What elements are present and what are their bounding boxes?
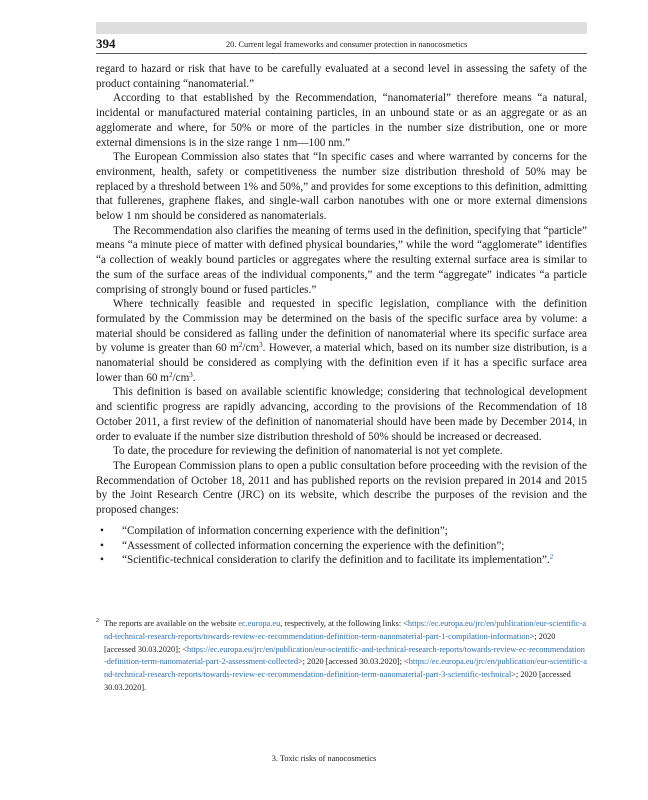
- paragraph-continuation: regard to hazard or risk that have to be carefully evaluated at a second level in assessing the safety of the product containing “nanomaterial.”: [96, 63, 587, 90]
- paragraph-review-status: To date, the procedure for reviewing the definition of nanomaterial is not yet complete.: [113, 445, 503, 458]
- surface-area-text-3: . However, a material which, based on its number size distribution, is a nanomaterial should be considered as complying with the definition even if it has a specific surface area lower than 60 m: [96, 342, 587, 384]
- footnote-link-part1[interactable]: https://ec.europa.eu/jrc/en/publication/eur-scientific-and-technical-research-reports/towards-review-ec-recommendation-definition-term-nanomaterial-part-1-compilation-information: [104, 619, 587, 641]
- list-item: [96, 553, 587, 568]
- footnote: [96, 618, 587, 695]
- paragraph-public-consultation: The European Commission plans to open a public consultation before proceeding with the revision of the Recommendation of October 18, 2011 and has published reports on the revision prepared in 2014 and 2015 by the Joint Research Centre (JRC) on its website, which describe the purposes of the revision and the proposed changes:: [96, 459, 587, 517]
- bullet-list: [96, 524, 587, 568]
- footnote-text: , respectively, at the following links: <: [280, 619, 408, 628]
- footnote-number: 2: [96, 618, 99, 624]
- surface-area-text-5: .: [192, 371, 196, 384]
- list-item-text: “Assessment of collected information concerning the experience with the definition”;: [122, 539, 505, 552]
- footnote-link-part3[interactable]: https://ec.europa.eu/jrc/en/publication/eur-scientific-and-technical-research-reports/towards-review-ec-recommendation-definition-term-nanomaterial-part-3-scientific-technical: [104, 657, 587, 680]
- footnote-text: The reports are available on the website: [104, 619, 239, 628]
- footnote-link-part2[interactable]: https://ec.europa.eu/jrc/en/publication/eur-scientific-and-technical-research-reports/towards-review-ec-recommendation-definition-term-nanomaterial-part-2-assessment-collected: [104, 644, 585, 667]
- surface-area-text-2: /cm: [242, 342, 260, 355]
- superscript: 2: [169, 370, 173, 379]
- footer-section-title: 3. Toxic risks of nanocosmetics: [271, 754, 377, 763]
- surface-area-text-4: /cm: [172, 371, 190, 384]
- footnote-text: >; 2020 [accessed 30.03.2020]; <: [297, 657, 409, 667]
- body-text: [96, 62, 587, 568]
- superscript: 3: [189, 370, 193, 379]
- paragraph-term-meanings: The Recommendation also clarifies the meaning of terms used in the definition, specifying that “particle” means “a minute piece of matter with defined physical boundaries,” while the word “agglomerate” identifies “a collection of weakly bound particles or aggregates where the resulting external surface area is similar to the sum of the surface areas of the individual components,” and the term “aggregate” indicates “a particle comprising of strongly bound or fused particles.”: [96, 224, 587, 296]
- running-head: 20. Current legal frameworks and consumer protection in nanocosmetics: [226, 40, 468, 49]
- list-item-text: “Scientific-technical consideration to clarify the definition and to facilitate its implementation”.: [122, 554, 550, 567]
- footnote-text: >; 2020 [accessed 30.03.2020].: [104, 670, 571, 692]
- surface-area-text-1: Where technically feasible and requested in specific legislation, compliance with the definition formulated by the Commission may be determined on the basis of the specific surface area by volume: a material should be considered as falling under the definition of nanomaterial where its specific surface area by volume is greater than 60 m: [96, 298, 587, 355]
- paragraph-surface-area: [96, 297, 587, 385]
- footnote-text: >; 2020 [accessed 30.03.2020]; <: [104, 631, 556, 654]
- superscript: 2: [238, 341, 243, 350]
- list-item: [96, 539, 587, 554]
- list-item-text: “Compilation of information concerning experience with the definition”;: [122, 524, 448, 537]
- paragraph-threshold-exceptions: The European Commission also states that “In specific cases and where warranted by concerns for the environment, health, safety or competitiveness the number size distribution threshold of 50% may be replaced by a threshold between 1% and 50%,” and provides for some exceptions to this definition, admitting that fullerenes, graphene flakes, and single-wall carbon nanotubes with one or more external dimensions below 1 nm should be considered as nanomaterials.: [96, 151, 587, 223]
- paragraph-nanomaterial-definition: According to that established by the Recommendation, “nanomaterial” therefore means “a natural, incidental or manufactured material containing particles, in an unbound state or as an aggregate or as an agglomerate and where, for 50% or more of the particles in the number size distribution, one or more external dimensions is in the size range 1 nm—100 nm.”: [96, 92, 587, 149]
- footnote-body: [96, 618, 587, 695]
- header-bar: [96, 22, 587, 34]
- header-rule: [96, 53, 587, 54]
- footnote-marker[interactable]: 2: [549, 553, 554, 562]
- page-number: 394: [96, 36, 116, 51]
- superscript: 3: [259, 341, 263, 350]
- paragraph-review-basis: This definition is based on available scientific knowledge; considering that technological development and scientific progress are rapidly advancing, according to the provisions of the Recommendation of 18 October 2011, a first review of the definition of nanomaterial should have been made by December 2014, in order to evaluate if the number size distribution threshold of 50% should be increased or decreased.: [96, 386, 587, 443]
- footnote-site-link[interactable]: ec.europa.eu: [238, 619, 281, 628]
- list-item: [96, 524, 587, 539]
